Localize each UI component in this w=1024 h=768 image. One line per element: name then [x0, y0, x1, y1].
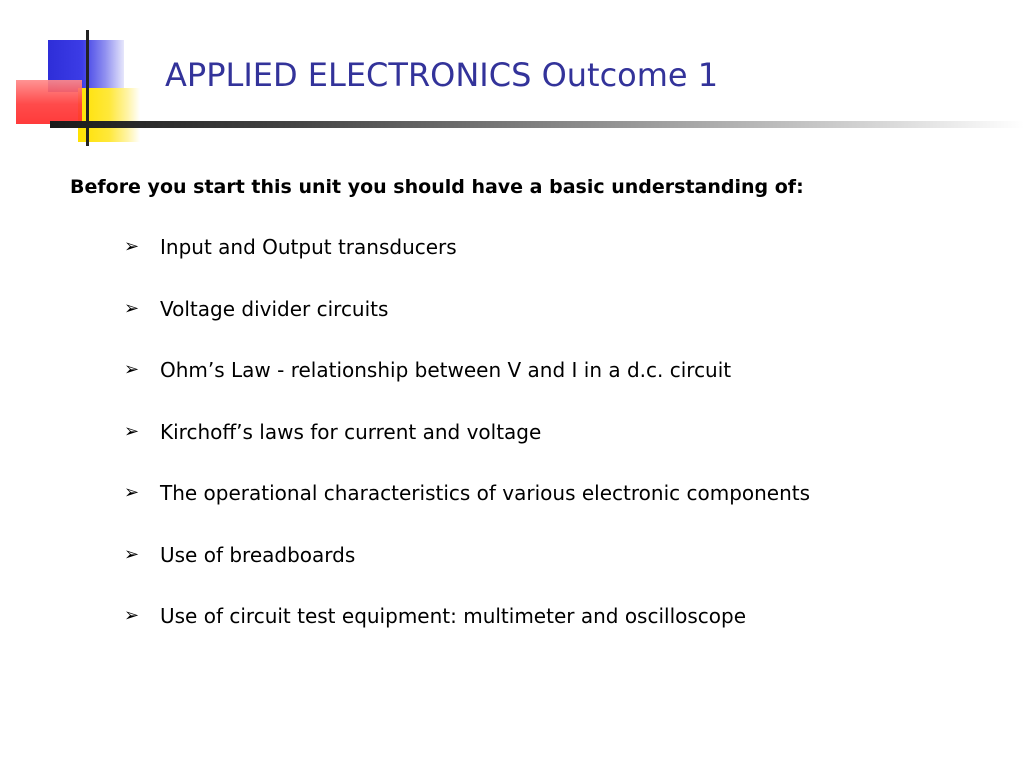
- intro-text: Before you start this unit you should have a basic understanding of:: [70, 176, 804, 198]
- logo-red-square: [16, 80, 82, 124]
- arrow-bullet-icon: ➢: [124, 420, 140, 442]
- list-item-text: Input and Output transducers: [160, 235, 457, 259]
- list-item-text: Use of circuit test equipment: multimeter and oscilloscope: [160, 604, 747, 628]
- list-item: [124, 601, 810, 663]
- list-item: [124, 294, 810, 356]
- list-item: [124, 232, 810, 294]
- arrow-bullet-icon: ➢: [124, 359, 140, 380]
- arrow-bullet-icon: ➢: [124, 297, 140, 319]
- arrow-bullet-icon: ➢: [124, 605, 140, 626]
- list-item-text: Voltage divider circuits: [160, 296, 389, 321]
- arrow-bullet-icon: ➢: [124, 543, 140, 565]
- list-item-text: Use of breadboards: [160, 542, 356, 567]
- logo-vertical-line: [86, 30, 89, 146]
- title-divider: [50, 121, 1024, 128]
- list-item: [124, 478, 810, 540]
- list-item: [124, 417, 810, 479]
- list-item-text: Ohm’s Law - relationship between V and I in a d.c. circuit: [160, 358, 732, 382]
- list-item-text: The operational characteristics of various electronic components: [160, 481, 811, 505]
- bullet-list: [124, 232, 810, 663]
- list-item: [124, 355, 810, 417]
- list-item: [124, 540, 810, 602]
- list-item-text: Kirchoff’s laws for current and voltage: [160, 419, 542, 444]
- arrow-bullet-icon: ➢: [124, 236, 140, 257]
- arrow-bullet-icon: ➢: [124, 482, 140, 503]
- slide-title: APPLIED ELECTRONICS Outcome 1: [165, 56, 719, 94]
